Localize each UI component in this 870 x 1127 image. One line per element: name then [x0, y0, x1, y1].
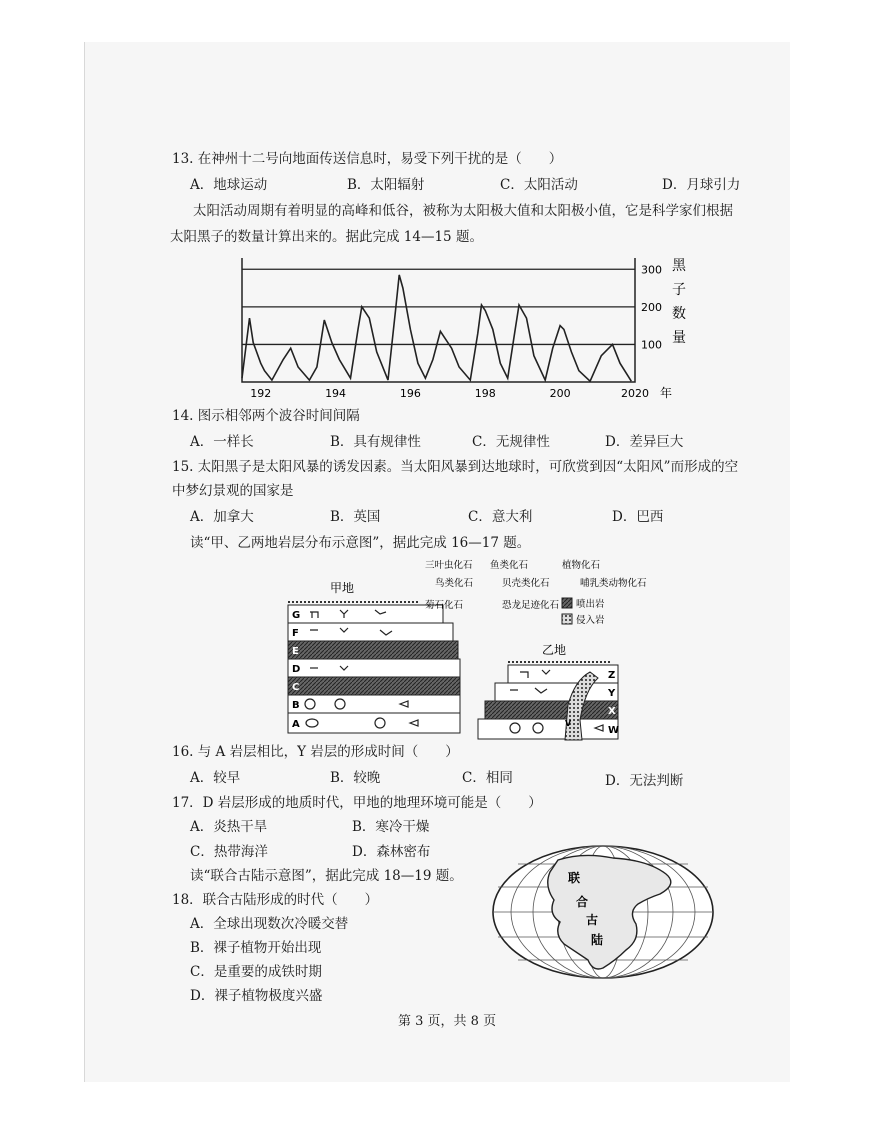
y-axis-label-char-4: 量 [672, 330, 686, 346]
legend-trilobite: 三叶虫化石 [425, 560, 473, 571]
q15-option-d: D．巴西 [612, 509, 664, 525]
legend-mammal: 哺乳类动物化石 [580, 578, 647, 589]
q15-option-b: B．英国 [330, 509, 381, 525]
strata-diagram [280, 550, 730, 745]
q17-option-d: D．森林密布 [352, 844, 431, 860]
x-tick-label-2: 196 [399, 387, 421, 400]
layer-f: F [292, 628, 299, 639]
site-b-label: 乙地 [542, 643, 567, 657]
page-footer: 第 3 页，共 8 页 [398, 1014, 497, 1029]
q13-option-d: D．月球引力 [662, 177, 741, 193]
layer-g: G [292, 610, 301, 621]
q18-option-b: B．裸子植物开始出现 [190, 940, 322, 956]
x-tick-label-5: 2020 [621, 387, 649, 400]
q13-option-a: A．地球运动 [190, 177, 268, 193]
q18-option-a: A．全球出现数次冷暖交替 [190, 916, 349, 932]
layer-c: C [292, 682, 300, 693]
layer-x: X [608, 706, 616, 717]
q15-line1: 15. 太阳黑子是太阳风暴的诱发因素。当太阳风暴到达地球时，可欣赏到因“太阳风”而形成的空 [172, 459, 739, 475]
q16-stem: 16. 与 A 岩层相比，Y 岩层的形成时间（ ） [172, 744, 459, 760]
intro-sun-line1: 太阳活动周期有着明显的高峰和低谷，被称为太阳极大值和太阳极小值，它是科学家们根据 [193, 203, 733, 219]
legend-ammonite: 菊石化石 [425, 600, 464, 611]
pangaea-map [488, 842, 718, 982]
x-tick-label-1: 194 [325, 387, 347, 400]
sunspot-chart [230, 250, 700, 410]
q17-stem: 17．D 岩层形成的地质时代，甲地的地理环境可能是（ ） [172, 795, 542, 811]
x-tick-label-3: 198 [474, 387, 496, 400]
site-a-label: 甲地 [330, 581, 355, 595]
map-char-3: 古 [586, 913, 599, 927]
fossil-legend [425, 559, 647, 626]
legend-bird: 鸟类化石 [435, 578, 474, 589]
layer-w: W [608, 725, 620, 736]
legend-shell: 贝壳类化石 [502, 578, 550, 589]
q14-option-b: B．具有规律性 [330, 434, 421, 450]
y-tick-label-2: 300 [641, 263, 662, 277]
q17-option-b: B．寒冷干燥 [352, 819, 430, 835]
map-char-4: 陆 [591, 933, 604, 947]
map-char-1: 联 [568, 871, 581, 885]
q18-option-c: C．是重要的成铁时期 [190, 964, 322, 980]
map-char-2: 合 [576, 895, 589, 909]
y-tick-label-1: 200 [641, 300, 662, 314]
q16-option-c: C．相同 [462, 770, 513, 786]
q15-option-c: C．意大利 [468, 509, 533, 525]
layer-z: Z [608, 670, 616, 681]
layer-y: Y [608, 688, 616, 699]
q16-option-b: B．较晚 [330, 770, 381, 786]
layer-e: E [292, 646, 299, 657]
layer-d: D [292, 664, 301, 675]
layer-v: V [565, 719, 572, 728]
legend-intrusive: 侵入岩 [576, 615, 605, 626]
y-axis-label-char-2: 子 [672, 282, 686, 298]
q15-line2: 中梦幻景观的国家是 [172, 483, 294, 499]
q14-option-c: C．无规律性 [472, 434, 550, 450]
q14-option-d: D．差异巨大 [605, 434, 684, 450]
x-tick-label-0: 192 [250, 387, 272, 400]
y-axis-label-char-1: 黑 [672, 258, 686, 274]
y-tick-label-0: 100 [641, 338, 662, 352]
q17-option-c: C．热带海洋 [190, 844, 268, 860]
q13-option-c: C．太阳活动 [500, 177, 578, 193]
q13-stem: 13. 在神州十二号向地面传送信息时，易受下列干扰的是（ ） [172, 151, 563, 167]
x-axis-label: 年 [660, 386, 673, 400]
q18-option-d: D．裸子植物极度兴盛 [190, 988, 323, 1004]
q18-stem: 18．联合古陆形成的时代（ ） [172, 892, 379, 908]
legend-fish: 鱼类化石 [490, 560, 529, 571]
q17-option-a: A．炎热干旱 [190, 819, 268, 835]
legend-dinosaur: 恐龙足迹化石 [502, 600, 560, 611]
q14-option-a: A．一样长 [190, 434, 254, 450]
legend-plant: 植物化石 [562, 560, 601, 571]
x-tick-label-4: 200 [549, 387, 571, 400]
intro-pangaea: 读“联合古陆示意图”，据此完成 18—19 题。 [190, 868, 463, 884]
q16-option-d: D．无法判断 [605, 773, 684, 789]
q15-option-a: A．加拿大 [190, 509, 254, 525]
sunspot-series-line [242, 275, 631, 381]
intro-strata: 读“甲、乙两地岩层分布示意图”，据此完成 16—17 题。 [190, 535, 531, 551]
q14-stem: 14. 图示相邻两个波谷时间间隔 [172, 408, 360, 424]
layer-a: A [292, 719, 300, 730]
q13-option-b: B．太阳辐射 [347, 177, 425, 193]
y-axis-label-char-3: 数 [672, 306, 686, 322]
layer-b: B [292, 700, 300, 711]
intro-sun-line2: 太阳黑子的数量计算出来的。据此完成 14—15 题。 [170, 229, 483, 245]
legend-extrusive: 喷出岩 [576, 599, 605, 610]
site-a-columns [288, 605, 460, 733]
q16-option-a: A．较早 [190, 770, 241, 786]
